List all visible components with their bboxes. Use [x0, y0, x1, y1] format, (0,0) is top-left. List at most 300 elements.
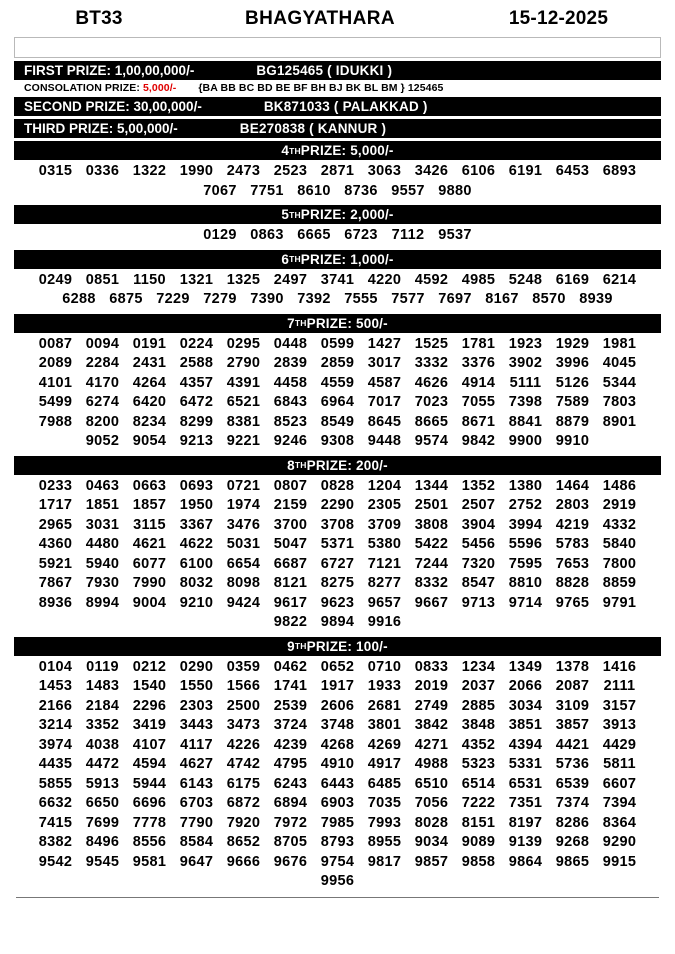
second-prize-ticket: BK871033 ( PALAKKAD ): [263, 99, 428, 114]
winning-number: 9956: [320, 873, 355, 889]
winning-number: 1974: [226, 497, 261, 513]
prize-heading-bar: 5 TH PRIZE: 2,000/-: [14, 205, 661, 224]
prize-ordinal: 9: [287, 638, 295, 654]
winning-number: 9221: [226, 433, 261, 449]
number-row: [14, 290, 661, 310]
winning-number: 1540: [132, 678, 167, 694]
winning-number: 6453: [555, 163, 590, 179]
number-row: [14, 413, 661, 433]
winning-number: 1344: [414, 477, 449, 494]
winning-number: 0224: [179, 335, 214, 352]
winning-number: 4622: [179, 536, 214, 552]
winning-number: 5126: [555, 374, 590, 391]
winning-number: 9213: [179, 433, 214, 449]
winning-number: 4458: [273, 374, 308, 391]
winning-number: 9910: [555, 433, 590, 449]
winning-number: 3332: [414, 355, 449, 371]
number-row: [14, 613, 661, 633]
winning-number: 4985: [461, 271, 496, 288]
winning-number: 5422: [414, 536, 449, 552]
prize-heading-bar: 7 TH PRIZE: 500/-: [14, 314, 661, 333]
winning-number: 4107: [132, 736, 167, 753]
winning-number: 6872: [226, 795, 261, 811]
prize-heading-bar: 8 TH PRIZE: 200/-: [14, 456, 661, 475]
winning-number: 6472: [179, 394, 214, 410]
winning-number: 0359: [226, 658, 261, 675]
winning-number: 7699: [85, 814, 120, 831]
winning-number: 4559: [320, 374, 355, 391]
winning-number: 8610: [297, 182, 331, 199]
winning-number: 8277: [367, 575, 402, 591]
winning-number: 4742: [226, 756, 261, 772]
winning-number: 2859: [320, 355, 355, 371]
winning-number: 6687: [273, 555, 308, 572]
winning-number: 2111: [603, 678, 636, 694]
winning-number: 3748: [320, 717, 355, 733]
winning-number: 0129: [203, 227, 237, 243]
winning-number: 7017: [367, 394, 402, 410]
winning-number: 7972: [273, 814, 308, 831]
winning-number: 1857: [132, 497, 167, 513]
winning-number: 5940: [85, 555, 120, 572]
winning-number: 8556: [132, 834, 167, 850]
winning-number: 1150: [133, 271, 166, 288]
winning-number: 4472: [85, 756, 120, 772]
winning-number: 1923: [508, 335, 543, 352]
winning-number: 2166: [38, 697, 73, 714]
number-row: [14, 594, 661, 614]
prize-ordinal: 6: [281, 251, 290, 267]
number-row: [14, 658, 661, 678]
winning-number: 5111: [509, 374, 542, 391]
winning-number: 8901: [602, 413, 637, 430]
winning-number: 1453: [38, 678, 73, 694]
winning-number: 1566: [226, 678, 261, 694]
prize-amount-label: PRIZE: 1,000/-: [300, 251, 394, 267]
winning-number: 5031: [226, 536, 261, 552]
winning-number: 0094: [85, 335, 120, 352]
winning-number: 0652: [320, 658, 355, 675]
winning-number: 1204: [367, 477, 402, 494]
winning-number: 2089: [38, 355, 73, 371]
prize-number-grid: [14, 656, 661, 893]
number-row: [14, 477, 661, 497]
winning-number: 9822: [273, 614, 308, 630]
winning-number: 1486: [602, 477, 637, 494]
winning-number: 8736: [344, 182, 378, 199]
winning-number: 7988: [38, 413, 73, 430]
winning-number: 9581: [132, 853, 167, 870]
winning-number: 9647: [179, 853, 214, 870]
winning-number: 0807: [273, 477, 308, 494]
winning-number: 6191: [508, 163, 543, 179]
winning-number: 7035: [367, 795, 402, 811]
winning-number: 8671: [461, 413, 496, 430]
winning-number: 4269: [367, 736, 402, 753]
winning-number: 6077: [132, 555, 167, 572]
winning-number: 9268: [555, 834, 590, 850]
number-row: [14, 516, 661, 536]
winning-number: 3157: [602, 697, 637, 714]
winning-number: 8496: [85, 834, 120, 850]
winning-number: 3904: [461, 516, 496, 533]
winning-number: 7653: [555, 555, 590, 572]
winning-number: 0336: [85, 163, 120, 179]
winning-number: 8197: [508, 814, 543, 831]
winning-number: 0315: [38, 163, 73, 179]
winning-number: 7222: [461, 795, 496, 811]
winning-number: 4360: [38, 536, 73, 552]
winning-number: 5331: [508, 756, 543, 772]
winning-number: 9537: [438, 227, 472, 243]
prize-amount-label: PRIZE: 5,000/-: [300, 143, 394, 158]
winning-number: 6274: [85, 394, 120, 410]
winning-number: 9054: [132, 433, 167, 449]
winning-number: 0462: [273, 658, 308, 675]
winning-number: 3376: [461, 355, 496, 371]
consolation-prize-row: [14, 82, 661, 94]
winning-number: 8584: [179, 834, 214, 850]
winning-number: 3709: [367, 516, 402, 533]
prize-amount-label: PRIZE: 500/-: [306, 315, 388, 331]
winning-number: 8151: [461, 814, 496, 831]
prize-heading-bar: 4 TH PRIZE: 5,000/-: [14, 141, 661, 160]
winning-number: 4239: [273, 736, 308, 753]
number-row: [14, 271, 661, 291]
winning-number: 9545: [85, 853, 120, 870]
number-row: [14, 716, 661, 736]
number-row: [14, 496, 661, 516]
winning-number: 6514: [461, 775, 496, 792]
winning-number: 7374: [555, 795, 590, 811]
winning-number: 0828: [320, 477, 355, 494]
number-row: [14, 555, 661, 575]
winning-number: 2588: [179, 355, 214, 371]
winning-number: 6723: [344, 227, 378, 243]
winning-number: 4592: [414, 271, 449, 288]
winning-number: 2500: [226, 697, 261, 714]
winning-number: 6875: [109, 291, 143, 307]
winning-number: 8810: [508, 575, 543, 591]
winning-number: 7121: [367, 555, 402, 572]
winning-number: 1929: [555, 335, 590, 352]
winning-number: 4626: [414, 374, 449, 391]
winning-number: 4917: [367, 756, 402, 772]
winning-number: 6443: [320, 775, 355, 792]
winning-number: 4045: [602, 355, 637, 371]
winning-number: 9308: [320, 433, 355, 449]
winning-number: 7390: [250, 291, 284, 307]
winning-number: 6539: [555, 775, 590, 792]
winning-number: 6727: [320, 555, 355, 572]
winning-number: 9574: [414, 433, 449, 449]
winning-number: 3848: [461, 717, 496, 733]
winning-number: 2885: [461, 697, 496, 714]
prize-amount-label: PRIZE: 2,000/-: [300, 207, 394, 222]
winning-number: 4219: [555, 516, 590, 533]
winning-number: 7023: [414, 394, 449, 410]
winning-number: 6665: [297, 227, 331, 243]
number-row: [14, 775, 661, 795]
winning-number: 3214: [38, 717, 73, 733]
prize-ordinal: 5: [281, 207, 290, 222]
winning-number: 4170: [85, 374, 120, 391]
winning-number: 9894: [320, 614, 355, 630]
winning-number: 8665: [414, 413, 449, 430]
winning-number: 1917: [320, 678, 355, 694]
winning-number: 8841: [508, 413, 543, 430]
winning-number: 6420: [132, 394, 167, 410]
winning-number: 1378: [555, 658, 590, 675]
winning-number: 5913: [85, 775, 120, 792]
winning-number: 0119: [86, 658, 119, 675]
winning-number: 8382: [38, 834, 73, 850]
prize-number-grid: [14, 333, 661, 453]
winning-number: 2606: [320, 697, 355, 714]
winning-number: 3700: [273, 516, 308, 533]
winning-number: 9210: [179, 594, 214, 611]
prize-heading-bar: 9 TH PRIZE: 100/-: [14, 637, 661, 656]
winning-number: 6106: [461, 163, 496, 179]
ticket-search-input[interactable]: [14, 37, 661, 58]
third-prize-bar: [14, 119, 661, 138]
winning-number: 0448: [273, 335, 308, 352]
winning-number: 2539: [273, 697, 308, 714]
number-row: [14, 335, 661, 355]
winning-number: 9246: [273, 433, 308, 449]
winning-number: 6169: [555, 271, 590, 288]
winning-number: 6510: [414, 775, 449, 792]
winning-number: 5840: [602, 536, 637, 552]
winning-number: 5921: [38, 555, 73, 572]
winning-number: 6607: [602, 775, 637, 792]
winning-number: 1525: [414, 335, 449, 352]
winning-number: 9865: [555, 853, 590, 870]
winning-number: 4594: [132, 756, 167, 772]
winning-number: 8994: [85, 594, 120, 611]
prize-amount-label: PRIZE: 200/-: [306, 457, 388, 473]
winning-number: 2159: [273, 497, 308, 513]
number-row: [14, 432, 661, 452]
winning-number: 9900: [508, 433, 543, 449]
winning-number: 3974: [38, 736, 73, 753]
winning-number: 4332: [602, 516, 637, 533]
winning-number: 7589: [555, 394, 590, 410]
winning-number: 0663: [132, 477, 167, 494]
winning-number: 1427: [367, 335, 402, 352]
winning-number: 9864: [508, 853, 543, 870]
winning-number: 1781: [461, 335, 496, 352]
winning-number: 1349: [508, 658, 543, 675]
winning-number: 0249: [38, 271, 73, 288]
winning-number: 9754: [320, 853, 355, 870]
winning-number: 6903: [320, 795, 355, 811]
prize-sections: [0, 141, 675, 893]
winning-number: 7392: [297, 291, 331, 307]
number-row: [14, 872, 661, 892]
winning-number: 2019: [414, 678, 449, 694]
winning-number: 3741: [320, 271, 355, 288]
winning-number: 5596: [508, 536, 543, 552]
winning-number: 4268: [320, 736, 355, 753]
winning-number: 9034: [414, 834, 449, 850]
winning-number: 0191: [132, 335, 167, 352]
winning-number: 8705: [273, 834, 308, 850]
winning-number: 2523: [273, 163, 308, 179]
bottom-divider: [16, 897, 659, 898]
winning-number: 1717: [38, 497, 73, 513]
winning-number: 6531: [508, 775, 543, 792]
winning-number: 3031: [85, 516, 120, 533]
consolation-prize-series: {BA BB BC BD BE BF BH BJ BK BL BM } 125465: [198, 82, 444, 94]
winning-number: 8523: [273, 413, 308, 430]
winning-number: 3063: [367, 163, 402, 179]
consolation-prize-amount: 5,000/-: [142, 82, 177, 94]
winning-number: 7555: [344, 291, 378, 307]
number-row: [14, 814, 661, 834]
winning-number: 1950: [179, 497, 214, 513]
winning-number: 3708: [320, 516, 355, 533]
winning-number: 5047: [273, 536, 308, 552]
winning-number: 6175: [226, 775, 261, 792]
winning-number: 7415: [38, 814, 73, 831]
winning-number: 7394: [602, 795, 637, 811]
first-prize-bar: [14, 61, 661, 80]
winning-number: 1234: [461, 658, 496, 675]
winning-number: 1322: [132, 163, 167, 179]
winning-number: 1352: [461, 477, 496, 494]
winning-number: 7867: [38, 575, 73, 591]
winning-number: 6214: [602, 271, 637, 288]
number-row: [14, 833, 661, 853]
winning-number: 8234: [132, 413, 167, 430]
winning-number: 0233: [38, 477, 73, 494]
winning-number: 4480: [85, 536, 120, 552]
winning-number: 3419: [132, 717, 167, 733]
winning-number: 5323: [461, 756, 496, 772]
winning-number: 7056: [414, 795, 449, 811]
winning-number: 0104: [38, 658, 73, 675]
winning-number: 3913: [602, 717, 637, 733]
winning-number: 9676: [273, 853, 308, 870]
winning-number: 9052: [85, 433, 120, 449]
winning-number: 3109: [555, 697, 590, 714]
winning-number: 9880: [438, 182, 472, 199]
winning-number: 3473: [226, 717, 261, 733]
prize-heading-bar: 6 TH PRIZE: 1,000/-: [14, 250, 661, 269]
draw-code: BT33: [75, 8, 123, 29]
number-row: [14, 853, 661, 873]
winning-number: 8879: [555, 413, 590, 430]
winning-number: 2919: [602, 497, 637, 513]
winning-number: 2507: [461, 497, 496, 513]
winning-number: 3017: [367, 355, 402, 371]
winning-number: 8547: [461, 575, 496, 591]
winning-number: 3115: [133, 516, 166, 533]
winning-number: 2037: [461, 678, 496, 694]
winning-number: 9817: [367, 853, 402, 870]
winning-number: 3801: [367, 717, 402, 733]
winning-number: 7595: [508, 555, 543, 572]
number-row: [14, 374, 661, 394]
number-row: [14, 162, 661, 182]
winning-number: 5380: [367, 536, 402, 552]
third-prize-ticket: BE270838 ( KANNUR ): [239, 121, 387, 136]
winning-number: 2303: [179, 697, 214, 714]
winning-number: 4352: [461, 736, 496, 753]
winning-number: 3426: [414, 163, 449, 179]
winning-number: 7577: [391, 291, 425, 307]
winning-number: 0721: [226, 477, 261, 494]
winning-number: 1550: [179, 678, 214, 694]
number-row: [14, 794, 661, 814]
winning-number: 8028: [414, 814, 449, 831]
number-row: [14, 755, 661, 775]
winning-number: 9713: [461, 594, 496, 611]
winning-number: 1416: [602, 658, 637, 675]
winning-number: 6243: [273, 775, 308, 792]
winning-number: 9791: [602, 594, 637, 611]
winning-number: 8032: [179, 575, 214, 591]
winning-number: 6654: [226, 555, 261, 572]
winning-number: 1933: [367, 678, 402, 694]
winning-number: 9915: [602, 853, 637, 870]
winning-number: 7778: [132, 814, 167, 831]
winning-number: 2871: [320, 163, 355, 179]
winning-number: 4587: [367, 374, 402, 391]
winning-number: 8364: [602, 814, 637, 831]
winning-number: 5248: [508, 271, 543, 288]
winning-number: 2473: [226, 163, 261, 179]
winning-number: 3352: [85, 717, 120, 733]
winning-number: 3808: [414, 516, 449, 533]
number-row: [14, 697, 661, 717]
winning-number: 4101: [38, 374, 73, 391]
winning-number: 4910: [320, 756, 355, 772]
winning-number: 0295: [226, 335, 261, 352]
winning-number: 1380: [508, 477, 543, 494]
winning-number: 9290: [602, 834, 637, 850]
winning-number: 8939: [579, 291, 613, 307]
winning-number: 6964: [320, 394, 355, 410]
winning-number: 2087: [555, 678, 590, 694]
winning-number: 9666: [226, 853, 261, 870]
winning-number: 9424: [226, 594, 261, 611]
winning-number: 2501: [414, 497, 449, 513]
winning-number: 2431: [132, 355, 167, 371]
number-row: [14, 354, 661, 374]
winning-number: 3034: [508, 697, 543, 714]
winning-number: 6893: [602, 163, 637, 179]
winning-number: 7279: [203, 291, 237, 307]
winning-number: 1851: [85, 497, 120, 513]
winning-number: 7800: [602, 555, 637, 572]
winning-number: 8332: [414, 575, 449, 591]
winning-number: 8936: [38, 594, 73, 611]
winning-number: 2839: [273, 355, 308, 371]
winning-number: 3367: [179, 516, 214, 533]
number-row: [14, 393, 661, 413]
winning-number: 5811: [603, 756, 636, 772]
winning-number: 4795: [273, 756, 308, 772]
prize-number-grid: [14, 224, 661, 247]
winning-number: 9542: [38, 853, 73, 870]
winning-number: 7320: [461, 555, 496, 572]
winning-number: 8121: [273, 575, 308, 591]
winning-number: 2681: [367, 697, 402, 714]
winning-number: 7697: [438, 291, 472, 307]
winning-number: 0463: [85, 477, 120, 494]
